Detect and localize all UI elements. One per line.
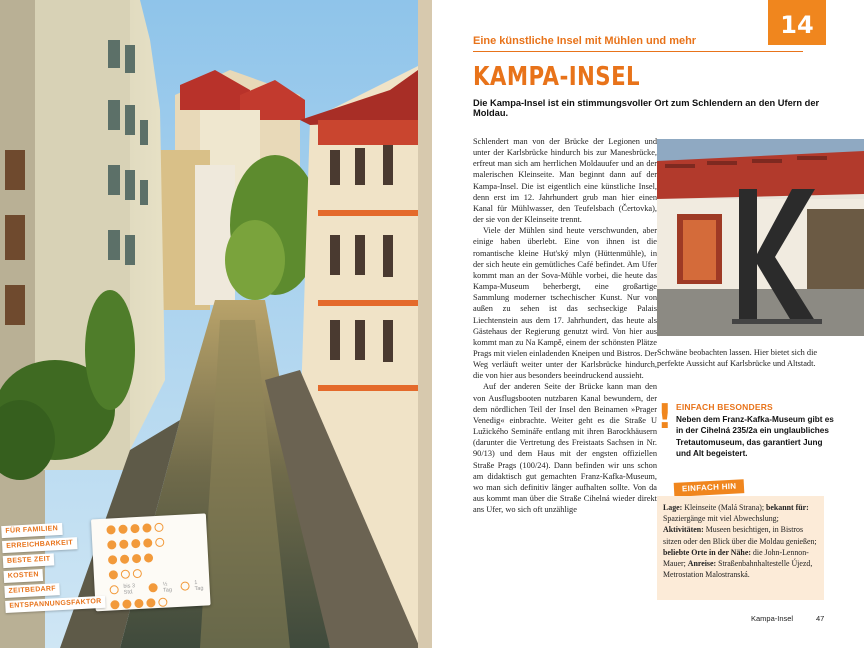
- body-column-2: Schwäne beobachten lassen. Hier bietet sich die perfekte Aussicht auf Karlsbrücke und Altstadt.: [657, 348, 818, 369]
- euro-icon: [121, 569, 130, 578]
- smiley-icon: [106, 525, 115, 534]
- rating-rows: [106, 517, 209, 612]
- transport-icon: [131, 539, 140, 548]
- exclamation-icon: !: [657, 397, 673, 437]
- euro-icon: [109, 570, 118, 579]
- relax-icon: [158, 598, 167, 607]
- info-orte-label: beliebte Orte in der Nähe:: [663, 547, 751, 557]
- info-lage: Kleinseite (Malá Strana);: [682, 503, 766, 512]
- section-kicker: Eine künstliche Insel mit Mühlen und mehr: [473, 35, 697, 47]
- smiley-icon: [130, 524, 139, 533]
- time-option-2: ½ Tag: [162, 581, 173, 594]
- season-icon: [144, 553, 153, 562]
- clock-icon: [180, 581, 189, 590]
- info-aktivitaeten: Museen besichtigen, in Bistros sitzen oder den Blick über die Moldau genießen;: [663, 525, 817, 546]
- info-anreise-label: Anreise:: [687, 559, 717, 569]
- page-number: 47: [816, 614, 825, 623]
- page-subtitle: Die Kampa-Insel ist ein stimmungsvoller Ort zum Schlendern an den Ufern der Moldau.: [473, 98, 820, 118]
- rating-label-reachability: ERREICHBARKEIT: [2, 537, 77, 553]
- info-box: [657, 496, 824, 600]
- time-option-1: bis 3 Std.: [123, 582, 136, 596]
- season-icon: [108, 555, 117, 564]
- rating-label-relaxation: ENTSPANNUNGSFAKTOR: [5, 596, 106, 613]
- season-icon: [120, 554, 129, 563]
- special-tip-text: Neben dem Franz-Kafka-Museum gibt es in der Cihelná 235/2a ein unglaubliches Tretautomuseum, das garantiert Jung und Alt begeistert.: [676, 415, 834, 459]
- clock-icon: [149, 583, 158, 592]
- special-tip-heading: EINFACH BESONDERS: [676, 402, 773, 412]
- chapter-number: 14: [768, 0, 826, 45]
- info-aktivitaeten-label: Aktivitäten:: [663, 525, 704, 535]
- body-column-1: [473, 136, 657, 515]
- transport-icon: [143, 538, 152, 547]
- rating-label-families: FÜR FAMILIEN: [1, 523, 62, 538]
- info-anreise: Straßenbahnhaltestelle Újezd, Metrostation Malostranská.: [663, 559, 813, 580]
- footer-label: Kampa-Insel: [751, 614, 794, 623]
- kampa-museum-photo: [657, 139, 864, 336]
- body-paragraph-3: Auf der anderen Seite der Brücke kann man den von Ausflugsbooten nutzbaren Kanal bewundern, der dem nördlichen Teil der Insel den Beinamen »Prager Venedig« einbrachte. Weiter geht es die Straße U Lužického Semináře entlang mit ihren Barockhäusern (darunter die Vertretung des Freistaats Sachsen in Nr. 90/13) und dem Haus mit der engsten offiziellen Straße Prags (100/24). Dann befinden wir uns schon am didaktisch gut gemachten Franz-Kafka-Museum, wo man sich definitiv länger aufhalten sollte. Von da aus kommt man über die Straße Cihelná wieder direkt ans Ufer, wo sich oft unzählige: [473, 382, 657, 515]
- page-title: KAMPA-INSEL: [473, 62, 641, 92]
- relax-icon: [134, 599, 143, 608]
- transport-icon: [119, 540, 128, 549]
- kicker-divider: [473, 51, 803, 52]
- smiley-icon: [142, 523, 151, 532]
- relax-icon: [110, 600, 119, 609]
- season-icon: [132, 554, 141, 563]
- relax-icon: [122, 599, 131, 608]
- info-tag: EINFACH HIN: [674, 479, 745, 497]
- body-paragraph-2: Viele der Mühlen sind heute verschwunden, aber einige haben überlebt. Eine von ihnen ist die romantische kleine Hut'ský mlyn (Hüttenmühle), in der sich heute ein gemütliches Café befindet. Am Ufer kommt man an der Sova-Mühle vorbei, die heute das Kampa-Museum beherbergt, eine großartige Sammlung moderner tschechischer Kunst. Nur von außen zu sehen ist das sechseckige Palais Liechtenstein aus dem 17. Jahrhundert, das heute als Gästehaus der Regierung genutzt wird. Von hier aus kommt man zu Na Kampě, einem der schönsten Plätze Prags mit vielen einladenden Kneipen und Bistros. Der Weg verläuft weiter unter der Karlsbrücke hindurch, die von hier aus besonders beeindruckend aussieht.: [473, 226, 657, 381]
- transport-icon: [107, 540, 116, 549]
- smiley-icon: [154, 523, 163, 532]
- info-bekannt-label: bekannt für:: [766, 503, 809, 512]
- rating-card: [1, 511, 211, 618]
- rating-label-time-needed: ZEITBEDARF: [4, 583, 60, 598]
- relax-icon: [146, 598, 155, 607]
- rating-label-costs: KOSTEN: [4, 569, 44, 583]
- info-bekannt: Spaziergänge mit viel Abwechslung;: [663, 514, 779, 524]
- rating-labels: [1, 520, 118, 616]
- info-lage-label: Lage:: [663, 503, 683, 512]
- clock-icon: [109, 585, 118, 594]
- info-orte: die John-Lennon-Mauer;: [663, 547, 809, 569]
- transport-icon: [155, 538, 164, 547]
- body-paragraph-1: Schlendert man von der Brücke der Legionen und unter der Karlsbrücke hindurch bis zur Manesbrücke, erfreut man sich am herrlichen Moldauufer und an der malerischen Kleinseite. Man beginnt dann auf der Kampa-Insel. Die ist eigentlich eine künstliche Insel, denn erst im 12. Jahrhundert grub man hier einen Kanal für Mühlwasser, den Teufelsbach (Čertovka), der sie von der Kleinseite trennt.: [473, 137, 657, 225]
- right-page: [432, 0, 864, 648]
- rating-label-best-time: BESTE ZEIT: [3, 553, 55, 568]
- time-option-3: 1 Tag: [194, 579, 204, 592]
- euro-icon: [133, 569, 142, 578]
- smiley-icon: [118, 525, 127, 534]
